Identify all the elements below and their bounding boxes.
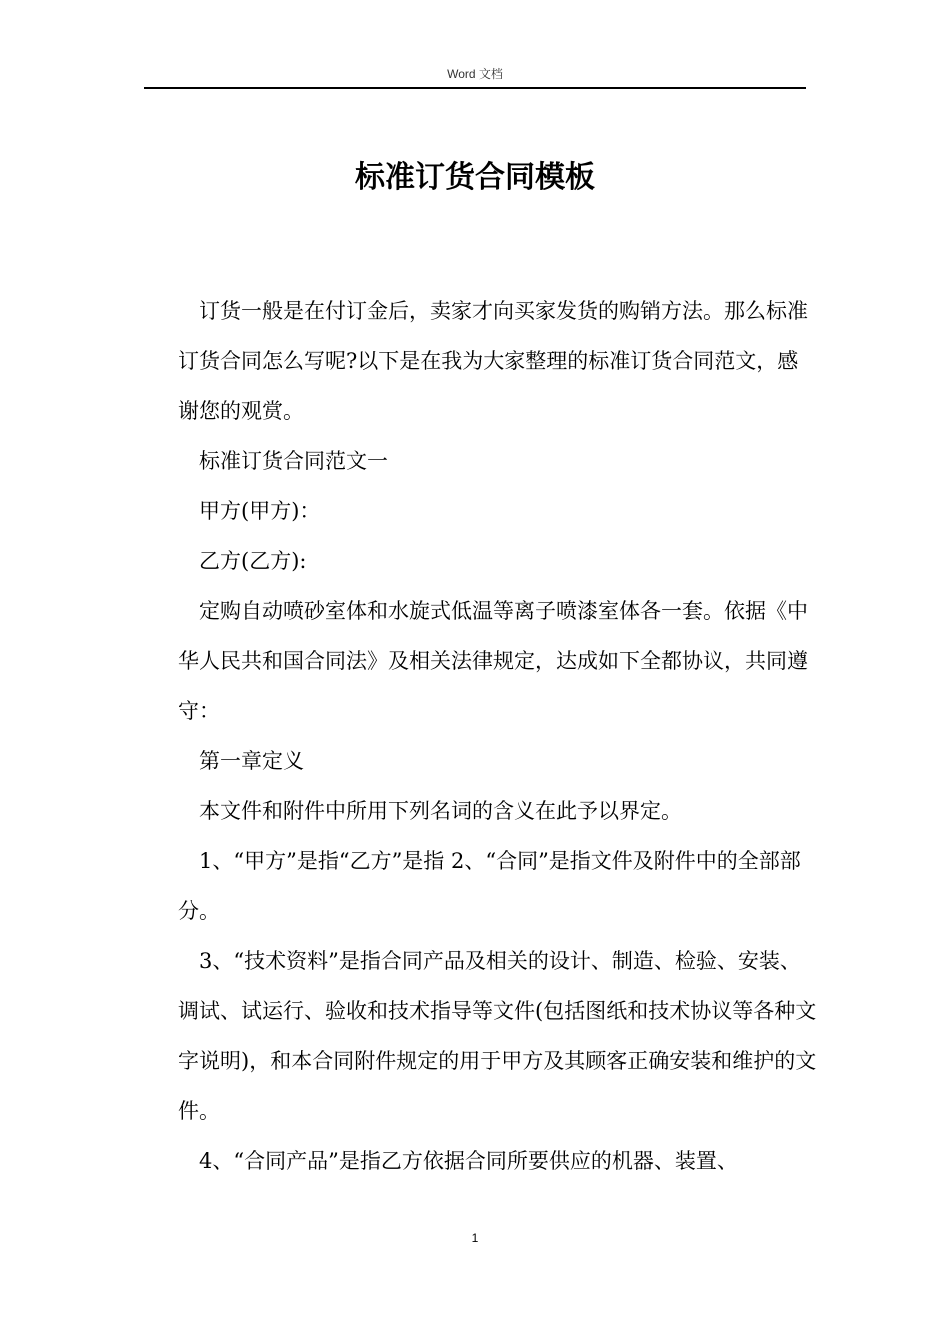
header-label: Word 文档 xyxy=(447,67,503,81)
header-divider xyxy=(144,87,806,89)
definitions-intro: 本文件和附件中所用下列名词的含义在此予以界定。 xyxy=(199,799,682,823)
purchase-agreement-paragraph: 定购自动喷砂室体和水旋式低温等离子喷漆室体各一套。依据《中华人民共和国合同法》及相关法律规定，达成如下全都协议，共同遵守： xyxy=(178,599,808,723)
intro-paragraph: 订货一般是在付订金后，卖家才向买家发货的购销方法。那么标准订货合同怎么写呢?以下是在我为大家整理的标准订货合同范文，感谢您的观赏。 xyxy=(178,299,808,423)
party-a-line: 甲方(甲方)： xyxy=(199,499,321,523)
chapter-one-heading: 第一章定义 xyxy=(199,749,304,773)
document-title: 标准订货合同模板 xyxy=(355,160,595,195)
party-b-line: 乙方(乙方): xyxy=(199,549,307,573)
definition-item-4: 4、“合同产品”是指乙方依据合同所要供应的机器、装置、 xyxy=(199,1149,738,1173)
definition-item-3: 3、“技术资料”是指合同产品及相关的设计、制造、检验、安装、调试、试运行、验收和技术指导等文件(包括图纸和技术协议等各种文字说明)，和本合同附件规定的用于甲方及其顾客正确安装和维护的文件。 xyxy=(178,949,817,1123)
document-body xyxy=(178,286,818,1186)
section-heading-sample-one: 标准订货合同范文一 xyxy=(199,449,388,473)
page-number: 1 xyxy=(471,1231,479,1245)
definition-item-1-2: 1、“甲方”是指“乙方”是指 2、“合同”是指文件及附件中的全部部分。 xyxy=(178,849,801,923)
